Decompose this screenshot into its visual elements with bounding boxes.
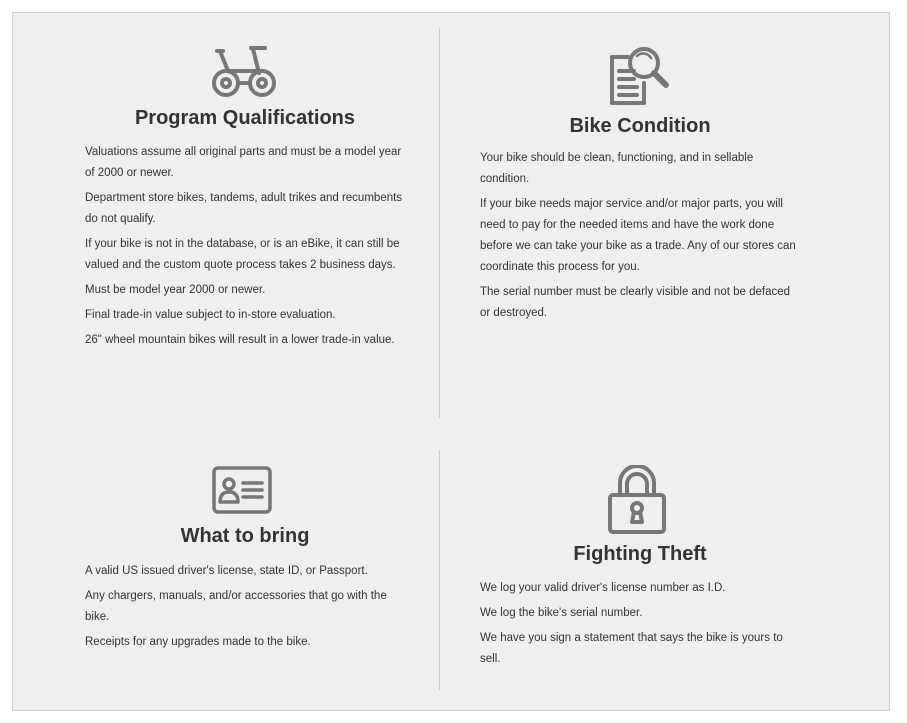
list-item: Department store bikes, tandems, adult trikes and recumbents do not qualify. bbox=[85, 192, 403, 225]
list-item: We have you sign a statement that says the bike is yours to sell. bbox=[480, 632, 783, 665]
section-title: What to bring bbox=[180, 525, 310, 547]
list-item: If your bike is not in the database, or is an eBike, it can still be valued and the custom quote process takes 2 business days. bbox=[85, 238, 400, 271]
list-item: Any chargers, manuals, and/or accessories that go with the bike. bbox=[85, 590, 387, 623]
list-item: A valid US issued driver's license, state ID, or Passport. bbox=[85, 565, 368, 577]
bicycle-icon bbox=[211, 43, 277, 101]
id-card-icon bbox=[211, 465, 273, 515]
list-item: Must be model year 2000 or newer. bbox=[85, 284, 266, 296]
list-item: The serial number must be clearly visible and not be defaced or destroyed. bbox=[480, 286, 791, 319]
section-item-list bbox=[85, 142, 403, 355]
list-item: If your bike needs major service and/or major parts, you will need to pay for the needed items and have the work done before we can take your bike as a trade. Any of our stores can coordinate this process for you. bbox=[480, 198, 796, 273]
list-item: We log your valid driver's license number as I.D. bbox=[480, 582, 726, 594]
column-divider-bottom bbox=[439, 450, 440, 690]
section-item-list bbox=[85, 561, 403, 657]
document-magnifier-icon bbox=[606, 43, 672, 109]
list-item: 26" wheel mountain bikes will result in a lower trade-in value. bbox=[85, 334, 395, 346]
list-item: Final trade-in value subject to in-store evaluation. bbox=[85, 309, 336, 321]
list-item: Your bike should be clean, functioning, and in sellable condition. bbox=[480, 152, 754, 185]
section-item-list bbox=[480, 578, 798, 674]
list-item: Valuations assume all original parts and must be a model year of 2000 or newer. bbox=[85, 146, 402, 179]
list-item: Receipts for any upgrades made to the bike. bbox=[85, 636, 311, 648]
trade-in-info-panel bbox=[12, 12, 890, 711]
section-title: Program Qualifications bbox=[134, 107, 356, 129]
section-title: Bike Condition bbox=[569, 115, 711, 137]
padlock-icon bbox=[606, 465, 668, 535]
section-title: Fighting Theft bbox=[573, 543, 707, 565]
list-item: We log the bike's serial number. bbox=[480, 607, 643, 619]
column-divider-top bbox=[439, 28, 440, 418]
section-item-list bbox=[480, 148, 798, 328]
